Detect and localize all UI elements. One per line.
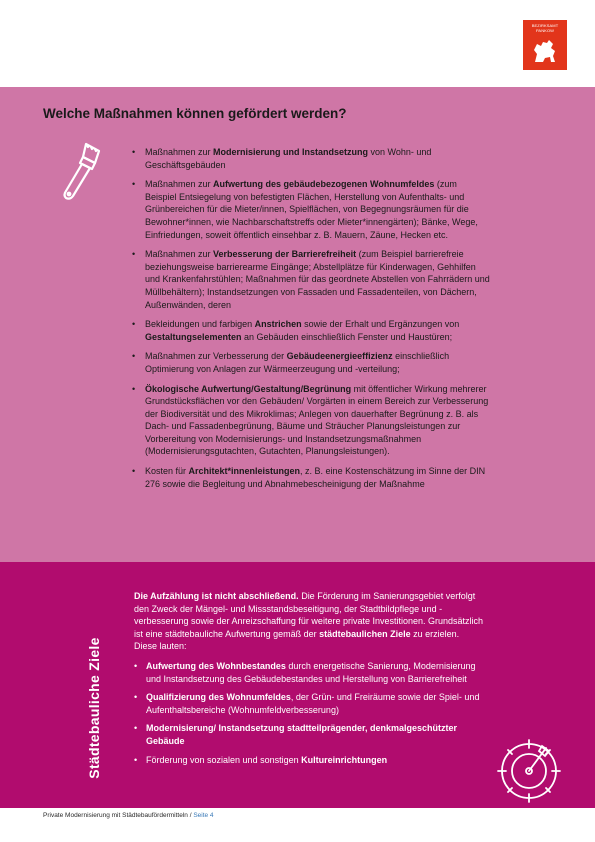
bold-text: Modernisierung/ Instandsetzung stadtteilprägender, denkmalgeschützter Gebäude [146, 723, 458, 746]
page-number: Seite 4 [193, 812, 214, 819]
footer-separator: / [187, 812, 194, 819]
bold-text: Aufwertung des Wohnbestandes [146, 661, 286, 671]
text-segment: sowie der Erhalt und Ergänzungen von [301, 319, 460, 330]
bezirksamt-logo [523, 20, 567, 70]
text-segment: Förderung von sozialen und sonstigen [146, 754, 302, 765]
goal-item [134, 691, 484, 716]
page-footer [43, 812, 214, 819]
text-segment: Maßnahmen zur [145, 179, 214, 190]
text-segment: zu erzielen. Diese lauten: [134, 628, 460, 652]
bold-text: Kultureinrichtungen [301, 754, 388, 765]
logo-line-2: PANKOW [535, 28, 555, 33]
goal-item [134, 722, 484, 747]
text-segment: einschließlich Optimierung von Anlagen zur Wärmeerzeugung und -verteilung; [145, 351, 450, 374]
logo-text [525, 23, 565, 33]
measure-item [132, 146, 490, 171]
bold-text: Modernisierung und Instandsetzung [213, 147, 369, 157]
compass-icon [496, 738, 562, 804]
text-segment: (zum Beispiel Entsiegelung von befestigten Flächen, Herstellung von Aufenthalts- und Grünbereichen für die Mieter/innen, Spielflächen, von Begegnungsräumen für die Bewohner*innen, wie Nachbarschaftstreffs oder Mieter*innengärten); Bänke, Wege, Einfriedungen, soweit öffentlich einsehbar z. B. Mauern, Zäune, Hecken etc. [145, 179, 478, 240]
text-segment: Maßnahmen zur Verbesserung der [145, 351, 287, 362]
logo-line-1: BEZIRKSAMT [531, 23, 559, 28]
measure-item [132, 178, 490, 241]
measure-item [132, 350, 490, 375]
bold-text: Verbesserung der Barrierefreiheit [213, 249, 357, 260]
measure-item [132, 248, 490, 311]
measure-item [132, 318, 490, 343]
text-segment: Maßnahmen zur [145, 249, 214, 260]
goals-list [134, 660, 484, 772]
bold-text: städtebaulichen Ziele [319, 628, 411, 639]
text-segment: , der Grün- und Freiräume sowie der Spiel- und Aufenthaltsbereiche (Wohnumfeldverbesserung) [146, 692, 480, 715]
goal-item [134, 754, 484, 767]
measures-list [132, 146, 490, 497]
bold-text: Gebäudeenergieeffizienz [286, 351, 393, 362]
goals-side-title: Städtebauliche Ziele [86, 637, 102, 779]
bold-text: Anstrichen [254, 319, 302, 330]
section-heading: Welche Maßnahmen können gefördert werden? [43, 106, 347, 121]
text-segment: Bekleidungen und farbigen [145, 319, 255, 330]
bold-text: Architekt*innenleistungen [188, 466, 301, 477]
bold-text: Die Aufzählung ist nicht abschließend. [134, 591, 299, 601]
bold-text: Ökologische Aufwertung/Gestaltung/Begrünung [145, 383, 352, 394]
bold-text: Qualifizierung des Wohnumfeldes [146, 692, 291, 703]
goals-intro [134, 590, 484, 653]
text-segment: Kosten für [145, 466, 189, 477]
text-segment: Maßnahmen zur [145, 147, 214, 157]
text-segment: mit öffentlicher Wirkung mehrerer Grundstücksflächen vor den Gebäuden/ Vorgärten in einem Bereich zur Verbesserung der Biodiversität und des Mikroklimas; Anlegen von dauerhafter Begrünung z. B. als Dach- und Fassadenbegrünung, Bäume und Sträucher Planungsleistungen zur Vorbereitung von Modernisierungs- und Instandsetzungsmaßnahmen (Modernisierungsgutachten, Gutachten, Planungsleistungen). [145, 383, 489, 457]
paintbrush-icon [53, 138, 113, 208]
bold-text: Gestaltungselementen [145, 331, 242, 342]
text-segment: , z. B. eine Kostenschätzung im Sinne der DIN 276 sowie die Begleitung und Abnahmebescheinigung der Maßnahme [145, 466, 486, 489]
bear-emblem-icon [529, 36, 561, 66]
footer-title: Private Modernisierung mit Städtebaufördermitteln [43, 812, 188, 819]
text-segment: (zum Beispiel barrierefreie beziehungsweise barrierearme Eingänge; Abstellplätze für Kinderwagen, Gehhilfen und Krankenfahrstühlen; Maßnahmen für das geordnete Abstellen von Fahrrädern und Müllbehältern); Instandsetzungen von Fassaden und Fassadenteilen, von Dächern, Außenwänden, deren [145, 249, 490, 310]
text-segment: Die Förderung im Sanierungsgebiet verfolgt den Zweck der Mängel- und Missstandsbeseitigung, der Stadtbildpflege und -verbesserung sowie der Anreizschaffung für weitere private Investitionen. Grundsätzlich ist eine städtebauliche Aufwertung gemäß der [134, 591, 484, 639]
text-segment: durch energetische Sanierung, Modernisierung und Instandsetzung des Gebäudebestandes und Herstellung von Barrierefreiheit [146, 661, 476, 684]
measure-item [132, 383, 490, 459]
bold-text: Aufwertung des gebäudebezogenen Wohnumfeldes [213, 179, 435, 190]
goal-item [134, 660, 484, 685]
text-segment: an Gebäuden einschließlich Fenster und Haustüren; [241, 331, 453, 342]
measure-item [132, 465, 490, 490]
text-segment: von Wohn- und Geschäftsgebäuden [145, 147, 432, 170]
